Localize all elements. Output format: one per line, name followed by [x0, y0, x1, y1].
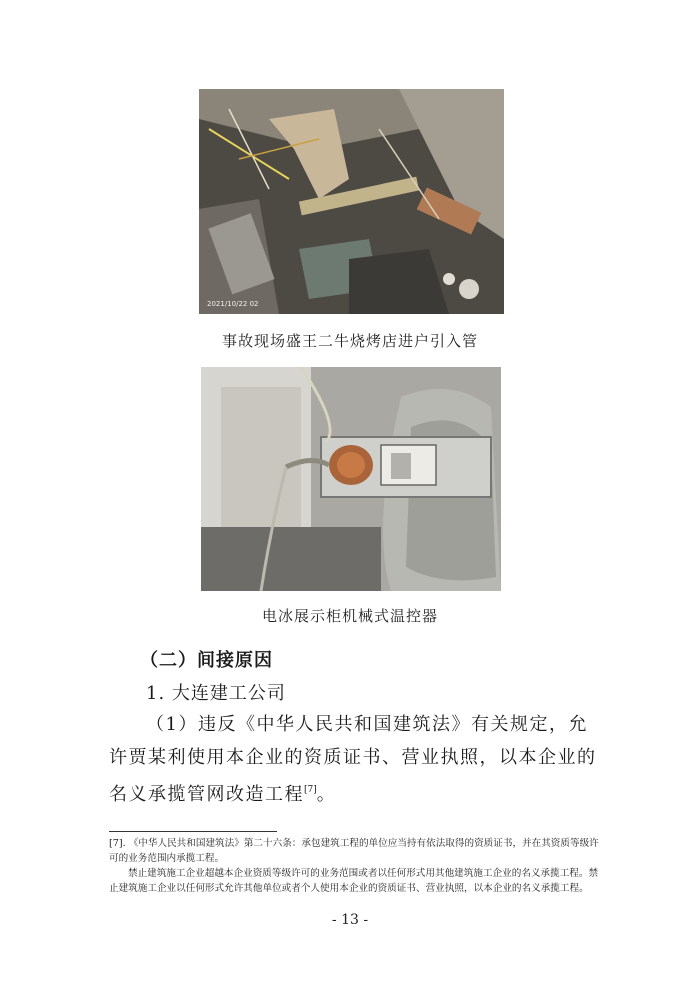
thermostat-photo	[201, 367, 501, 591]
accident-scene-photo	[199, 89, 504, 314]
page-number: - 13 -	[331, 912, 369, 928]
footnote-reference[interactable]: [7]	[304, 785, 317, 795]
footnote	[109, 836, 599, 896]
section-heading: （二）间接原因	[140, 650, 273, 671]
paragraph-tail: 。	[316, 784, 337, 805]
footnote-divider	[109, 831, 277, 832]
footnote-line-1: [7]. 《中华人民共和国建筑法》第二十六条：承包建筑工程的单位应当持有依法取得的资质证书，并在其资质等级许可的业务范围内承揽工程。	[109, 838, 599, 864]
paragraph-text: （1）违反《中华人民共和国建筑法》有关规定，允许贾某利使用本企业的资质证书、营业执照，以本企业的名义承揽管网改造工程	[109, 714, 597, 805]
subsection-heading: 1. 大连建工公司	[146, 683, 286, 704]
figure-caption-1: 事故现场盛王二牛烧烤店进户引入管	[221, 332, 478, 350]
footnote-line-2: 禁止建筑施工企业超越本企业资质等级许可的业务范围或者以任何形式用其他建筑施工企业的名义承揽工程。禁止建筑施工企业以任何形式允许其他单位或者个人使用本企业的资质证书、营业执照，以本企业的名义承揽工程。	[109, 868, 599, 894]
figure-caption-2: 电冰展示柜机械式温控器	[261, 607, 438, 625]
body-paragraph	[109, 708, 599, 811]
photo-timestamp: 2021/10/22 02	[207, 300, 259, 308]
